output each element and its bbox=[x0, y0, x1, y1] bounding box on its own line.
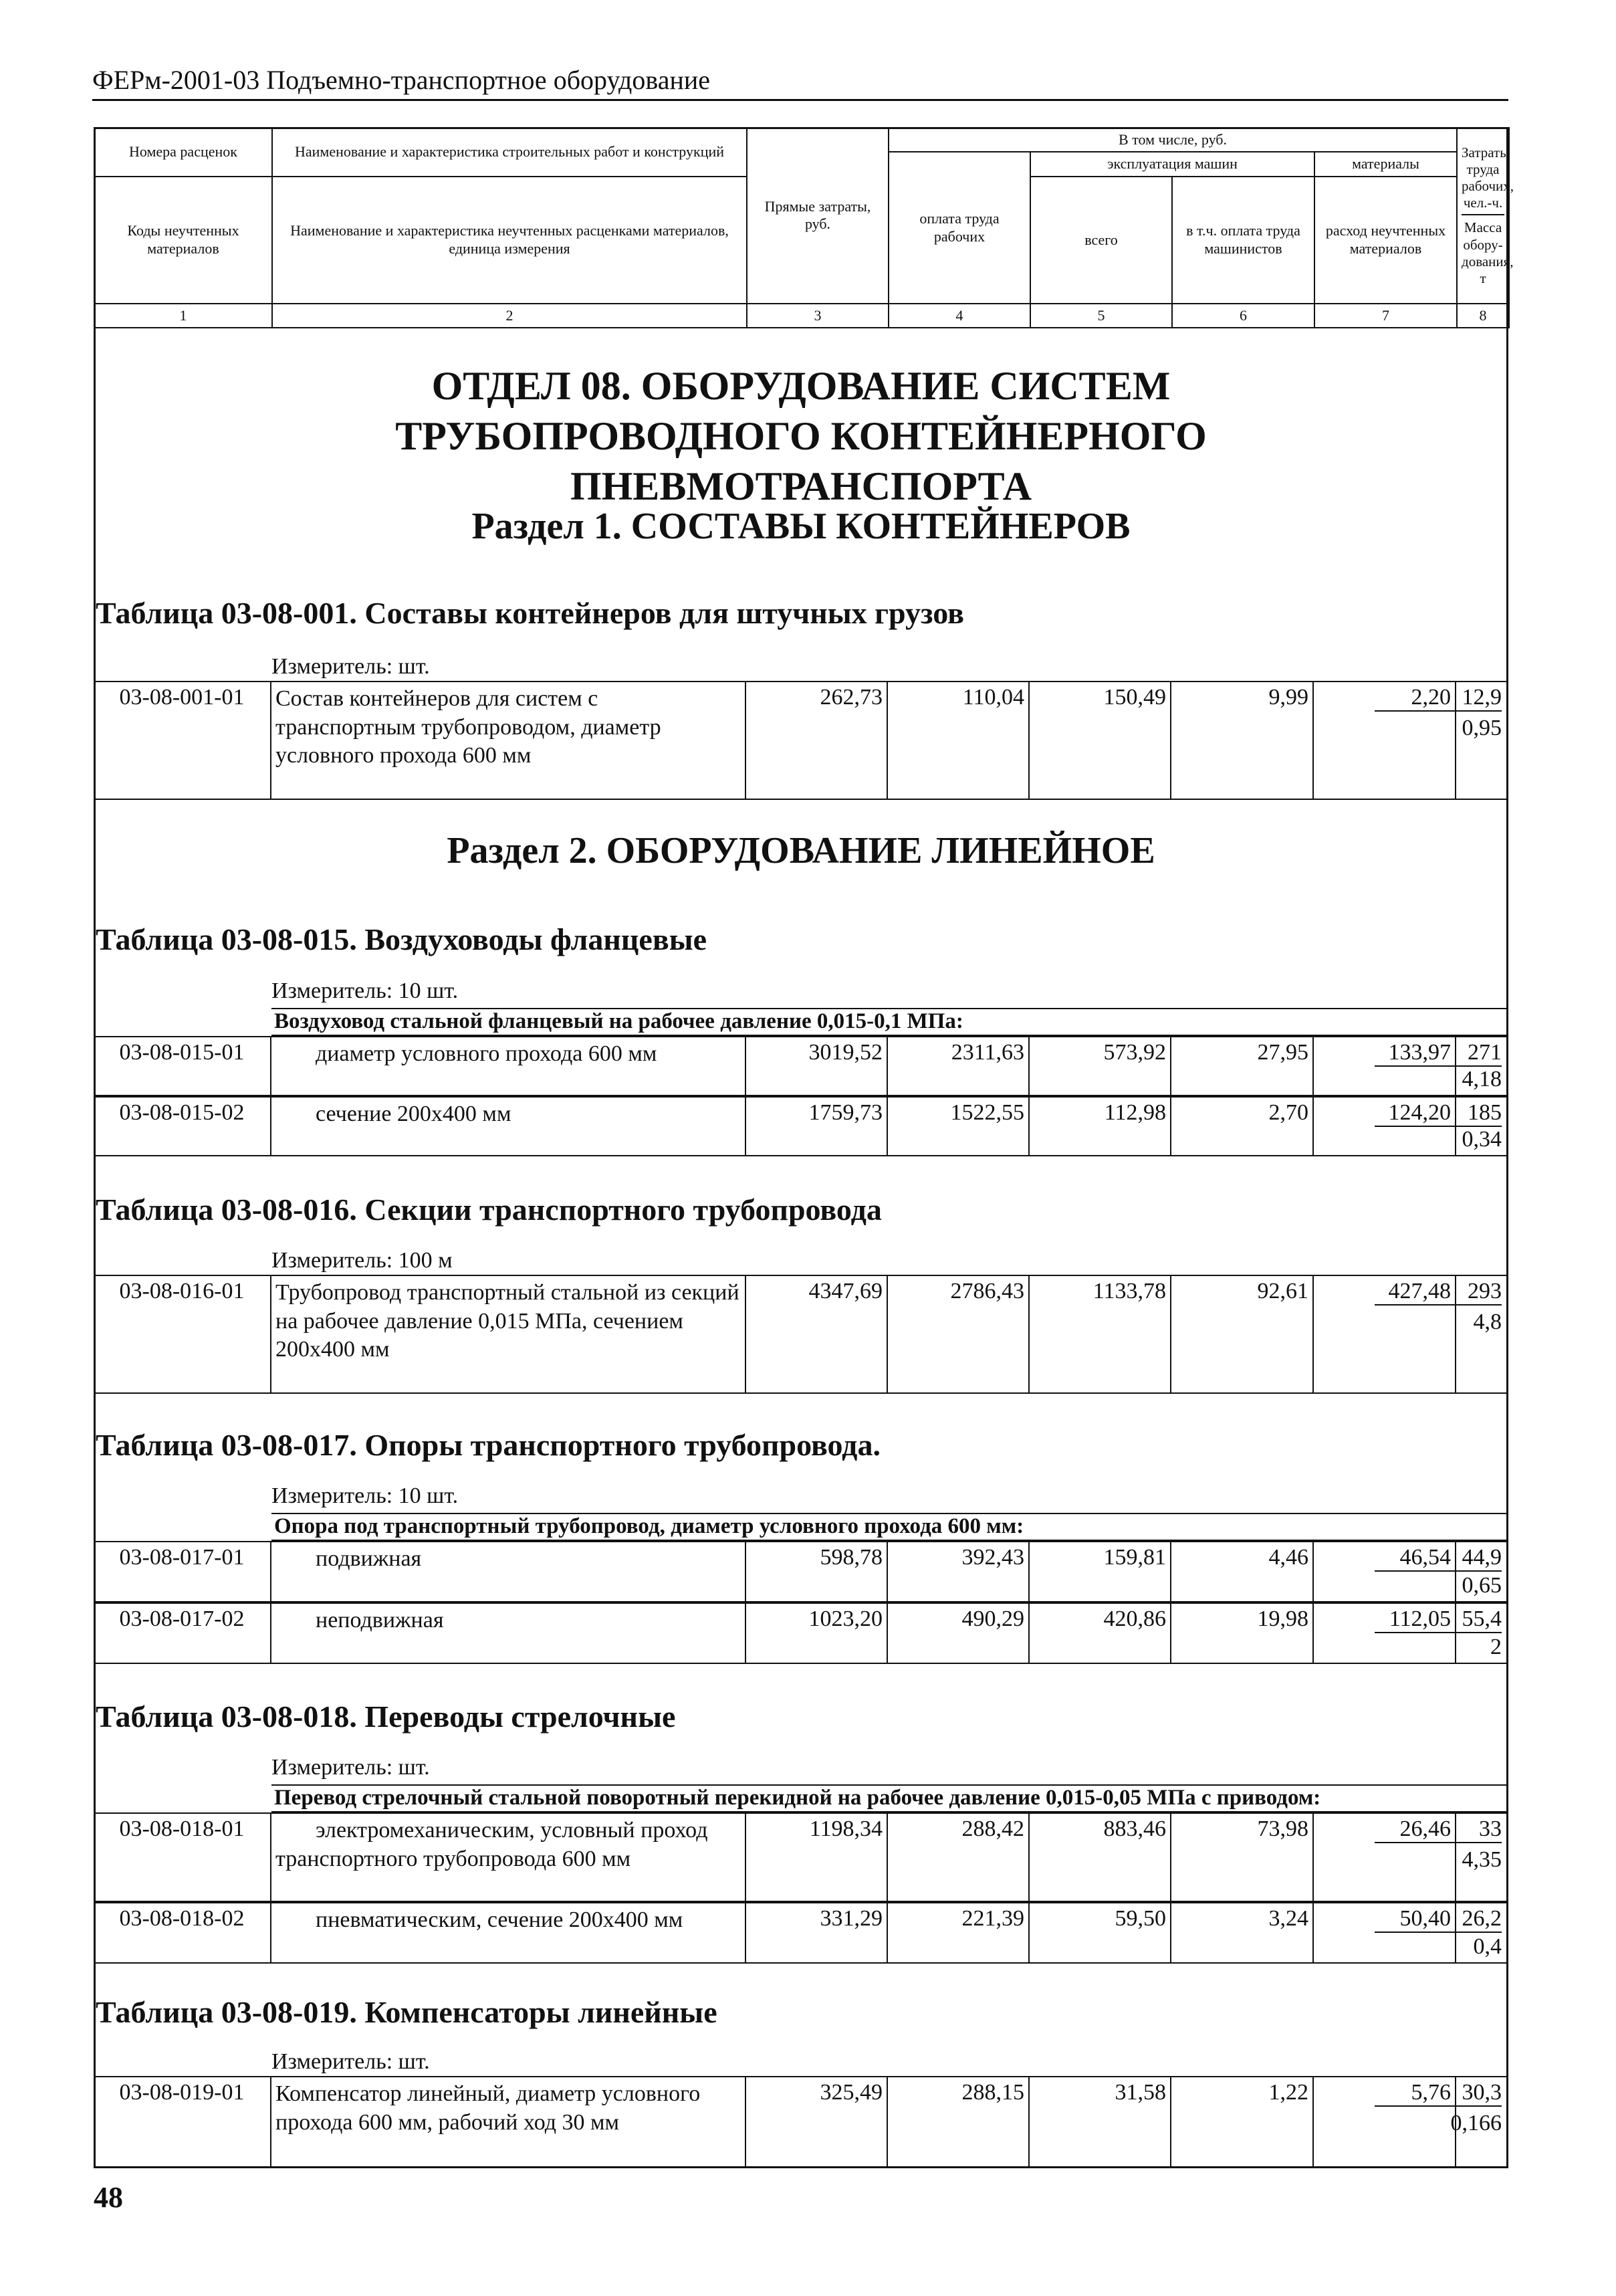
operators-cost: 19,98 bbox=[1171, 1604, 1314, 1663]
direct-cost: 1023,20 bbox=[746, 1604, 888, 1663]
direct-cost: 1198,34 bbox=[746, 1814, 888, 1901]
equipment-mass: 0,34 bbox=[1462, 1127, 1502, 1152]
direct-cost: 325,49 bbox=[746, 2077, 888, 2167]
rate-name: диаметр условного прохода 600 мм bbox=[271, 1037, 746, 1095]
wages-cost: 1522,55 bbox=[888, 1098, 1030, 1155]
operators-cost: 27,95 bbox=[1171, 1037, 1314, 1095]
table-row bbox=[94, 1096, 1508, 1156]
table-title: Таблица 03-08-015. Воздуховоды фланцевые bbox=[96, 922, 707, 956]
table-meter: Измеритель: шт. bbox=[271, 1755, 430, 1780]
labor-cost: 33 bbox=[1375, 1816, 1502, 1843]
machines-cost: 159,81 bbox=[1030, 1542, 1171, 1601]
header-labor-top: Затраты труда рабочих, чел.-ч. bbox=[1462, 144, 1504, 216]
operators-cost: 2,70 bbox=[1171, 1098, 1314, 1155]
header-number: 2 bbox=[272, 304, 747, 328]
materials-cost: 124,20 bbox=[1314, 1098, 1456, 1155]
table-row bbox=[94, 1036, 1508, 1096]
equipment-mass: 4,35 bbox=[1462, 1847, 1502, 1872]
table-title: Таблица 03-08-017. Опоры транспортного трубопровода. bbox=[96, 1428, 881, 1462]
table-meter: Измеритель: 10 шт. bbox=[271, 1483, 459, 1508]
column-header bbox=[94, 127, 1514, 328]
section-title: Раздел 1. СОСТАВЫ КОНТЕЙНЕРОВ bbox=[471, 506, 1131, 547]
machines-cost: 420,86 bbox=[1030, 1604, 1171, 1663]
running-head-rule bbox=[92, 99, 1508, 101]
labor-cost: 185 bbox=[1375, 1100, 1502, 1127]
rate-code: 03-08-001-01 bbox=[94, 682, 271, 799]
wages-cost: 2311,63 bbox=[888, 1037, 1030, 1095]
materials-cost: 50,40 bbox=[1314, 1903, 1456, 1962]
operators-cost: 4,46 bbox=[1171, 1542, 1314, 1601]
machines-cost: 112,98 bbox=[1030, 1098, 1171, 1155]
header-number: 4 bbox=[889, 304, 1030, 328]
header-number: 1 bbox=[94, 304, 272, 328]
rate-code: 03-08-016-01 bbox=[94, 1276, 271, 1392]
rate-code: 03-08-015-02 bbox=[94, 1098, 271, 1155]
table-row bbox=[94, 2076, 1508, 2168]
header-including-group: В том числе, руб. bbox=[889, 128, 1457, 152]
equipment-mass: 2 bbox=[1490, 1635, 1502, 1659]
equipment-mass: 4,18 bbox=[1462, 1067, 1502, 1091]
table-row bbox=[94, 1902, 1508, 1964]
labor-cost: 30,3 bbox=[1375, 2080, 1502, 2107]
header-number: 3 bbox=[747, 304, 889, 328]
operators-cost: 9,99 bbox=[1171, 682, 1314, 799]
materials-cost: 46,54 bbox=[1314, 1542, 1456, 1601]
table-title: Таблица 03-08-016. Секции транспортного трубопровода bbox=[96, 1192, 882, 1227]
header-machines-group: эксплуатация машин bbox=[1030, 152, 1314, 176]
machines-cost: 59,50 bbox=[1030, 1903, 1171, 1962]
direct-cost: 598,78 bbox=[746, 1542, 888, 1601]
equipment-mass: 0,4 bbox=[1473, 1934, 1502, 1959]
rate-name: электромеханическим, условный проход транспортного трубопровода 600 мм bbox=[271, 1814, 746, 1901]
rate-name: сечение 200х400 мм bbox=[271, 1098, 746, 1155]
direct-cost: 331,29 bbox=[746, 1903, 888, 1962]
direct-cost: 3019,52 bbox=[746, 1037, 888, 1095]
header-number: 8 bbox=[1457, 304, 1509, 328]
rate-name: Компенсатор линейный, диаметр условного прохода 600 мм, рабочий ход 30 мм bbox=[271, 2077, 746, 2167]
header-number: 7 bbox=[1314, 304, 1457, 328]
header-operators: в т.ч. оплата труда машинистов bbox=[1172, 177, 1314, 304]
header-direct: Прямые затраты, руб. bbox=[747, 128, 889, 304]
machines-cost: 31,58 bbox=[1030, 2077, 1171, 2167]
header-number: 5 bbox=[1030, 304, 1172, 328]
header-labor bbox=[1457, 128, 1514, 304]
wages-cost: 110,04 bbox=[888, 682, 1030, 799]
wages-cost: 288,42 bbox=[888, 1814, 1030, 1901]
labor-cost: 271 bbox=[1375, 1040, 1502, 1067]
equipment-mass: 0,166 bbox=[1450, 2111, 1502, 2135]
equipment-mass: 0,95 bbox=[1462, 716, 1502, 740]
table-meter: Измеритель: 10 шт. bbox=[271, 978, 459, 1003]
rate-name: подвижная bbox=[271, 1542, 746, 1601]
operators-cost: 73,98 bbox=[1171, 1814, 1314, 1901]
table-group-heading: Перевод стрелочный стальной поворотный перекидной на рабочее давление 0,015-0,05 МПа с приводом: bbox=[271, 1784, 1508, 1812]
rate-name: неподвижная bbox=[271, 1604, 746, 1663]
table-row bbox=[94, 1602, 1508, 1664]
rate-code: 03-08-018-01 bbox=[94, 1814, 271, 1901]
header-mass: Масса обору-дования, т bbox=[1462, 219, 1514, 286]
labor-cost: 12,9 bbox=[1375, 685, 1502, 712]
header-materials: расход неучтенных материалов bbox=[1314, 177, 1457, 304]
machines-cost: 883,46 bbox=[1030, 1814, 1171, 1901]
department-title: ОТДЕЛ 08. ОБОРУДОВАНИЕ СИСТЕМ ТРУБОПРОВОДНОГО КОНТЕЙНЕРНОГО ПНЕВМОТРАНСПОРТА bbox=[395, 364, 1207, 508]
labor-cost: 55,4 bbox=[1375, 1606, 1502, 1633]
machines-cost: 573,92 bbox=[1030, 1037, 1171, 1095]
equipment-mass: 4,8 bbox=[1473, 1310, 1502, 1334]
header-codes-bottom: Коды неучтенных материалов bbox=[94, 177, 272, 304]
wages-cost: 2786,43 bbox=[888, 1276, 1030, 1392]
page-number: 48 bbox=[94, 2181, 123, 2214]
direct-cost: 4347,69 bbox=[746, 1276, 888, 1392]
wages-cost: 392,43 bbox=[888, 1542, 1030, 1601]
operators-cost: 92,61 bbox=[1171, 1276, 1314, 1392]
rate-name: пневматическим, сечение 200х400 мм bbox=[271, 1903, 746, 1962]
direct-cost: 262,73 bbox=[746, 682, 888, 799]
section-title: Раздел 2. ОБОРУДОВАНИЕ ЛИНЕЙНОЕ bbox=[447, 830, 1155, 871]
wages-cost: 490,29 bbox=[888, 1604, 1030, 1663]
materials-cost: 26,46 bbox=[1314, 1814, 1456, 1901]
rate-name: Трубопровод транспортный стальной из секций на рабочее давление 0,015 МПа, сечением 200х400 мм bbox=[271, 1276, 746, 1392]
table-row bbox=[94, 1541, 1508, 1602]
table-meter: Измеритель: 100 м bbox=[271, 1248, 453, 1273]
table-row bbox=[94, 1275, 1508, 1394]
direct-cost: 1759,73 bbox=[746, 1098, 888, 1155]
header-wages: оплата труда рабочих bbox=[889, 152, 1030, 303]
header-numbers-row bbox=[94, 304, 1509, 328]
table-meter: Измеритель: шт. bbox=[271, 654, 430, 679]
operators-cost: 3,24 bbox=[1171, 1903, 1314, 1962]
rate-code: 03-08-017-02 bbox=[94, 1604, 271, 1663]
rate-code: 03-08-015-01 bbox=[94, 1037, 271, 1095]
wages-cost: 288,15 bbox=[888, 2077, 1030, 2167]
wages-cost: 221,39 bbox=[888, 1903, 1030, 1962]
machines-cost: 150,49 bbox=[1030, 682, 1171, 799]
header-machines-total: всего bbox=[1030, 177, 1172, 304]
rate-name: Состав контейнеров для систем с транспортным трубопроводом, диаметр условного прохода 600 мм bbox=[271, 682, 746, 799]
materials-cost: 133,97 bbox=[1314, 1037, 1456, 1095]
header-name-bottom: Наименование и характеристика неучтенных расценками материалов, единица измерения bbox=[272, 177, 747, 304]
table-row bbox=[94, 1812, 1508, 1902]
labor-cost: 293 bbox=[1375, 1279, 1502, 1306]
materials-cost: 427,48 bbox=[1314, 1276, 1456, 1392]
header-materials-group: материалы bbox=[1314, 152, 1457, 176]
materials-cost: 2,20 bbox=[1314, 682, 1456, 799]
machines-cost: 1133,78 bbox=[1030, 1276, 1171, 1392]
table-row bbox=[94, 681, 1508, 800]
materials-cost: 112,05 bbox=[1314, 1604, 1456, 1663]
table-title: Таблица 03-08-018. Переводы стрелочные bbox=[96, 1699, 676, 1734]
operators-cost: 1,22 bbox=[1171, 2077, 1314, 2167]
rate-code: 03-08-019-01 bbox=[94, 2077, 271, 2167]
equipment-mass: 0,65 bbox=[1462, 1573, 1502, 1598]
table-title: Таблица 03-08-001. Составы контейнеров для штучных грузов bbox=[96, 596, 964, 630]
running-head: ФЕРм-2001-03 Подъемно-транспортное оборудование bbox=[92, 65, 711, 95]
table-meter: Измеритель: шт. bbox=[271, 2049, 430, 2074]
table-title: Таблица 03-08-019. Компенсаторы линейные bbox=[96, 1995, 717, 2029]
rate-code: 03-08-018-02 bbox=[94, 1903, 271, 1962]
rate-code: 03-08-017-01 bbox=[94, 1542, 271, 1601]
header-codes-top: Номера расценок bbox=[94, 128, 272, 177]
header-name-top: Наименование и характеристика строительных работ и конструкций bbox=[272, 128, 747, 177]
materials-cost: 5,76 bbox=[1314, 2077, 1456, 2167]
table-group-heading: Опора под транспортный трубопровод, диаметр условного прохода 600 мм: bbox=[271, 1513, 1508, 1541]
labor-cost: 26,2 bbox=[1375, 1906, 1502, 1933]
table-group-heading: Воздуховод стальной фланцевый на рабочее давление 0,015-0,1 МПа: bbox=[271, 1008, 1508, 1036]
header-number: 6 bbox=[1172, 304, 1314, 328]
labor-cost: 44,9 bbox=[1375, 1545, 1502, 1572]
